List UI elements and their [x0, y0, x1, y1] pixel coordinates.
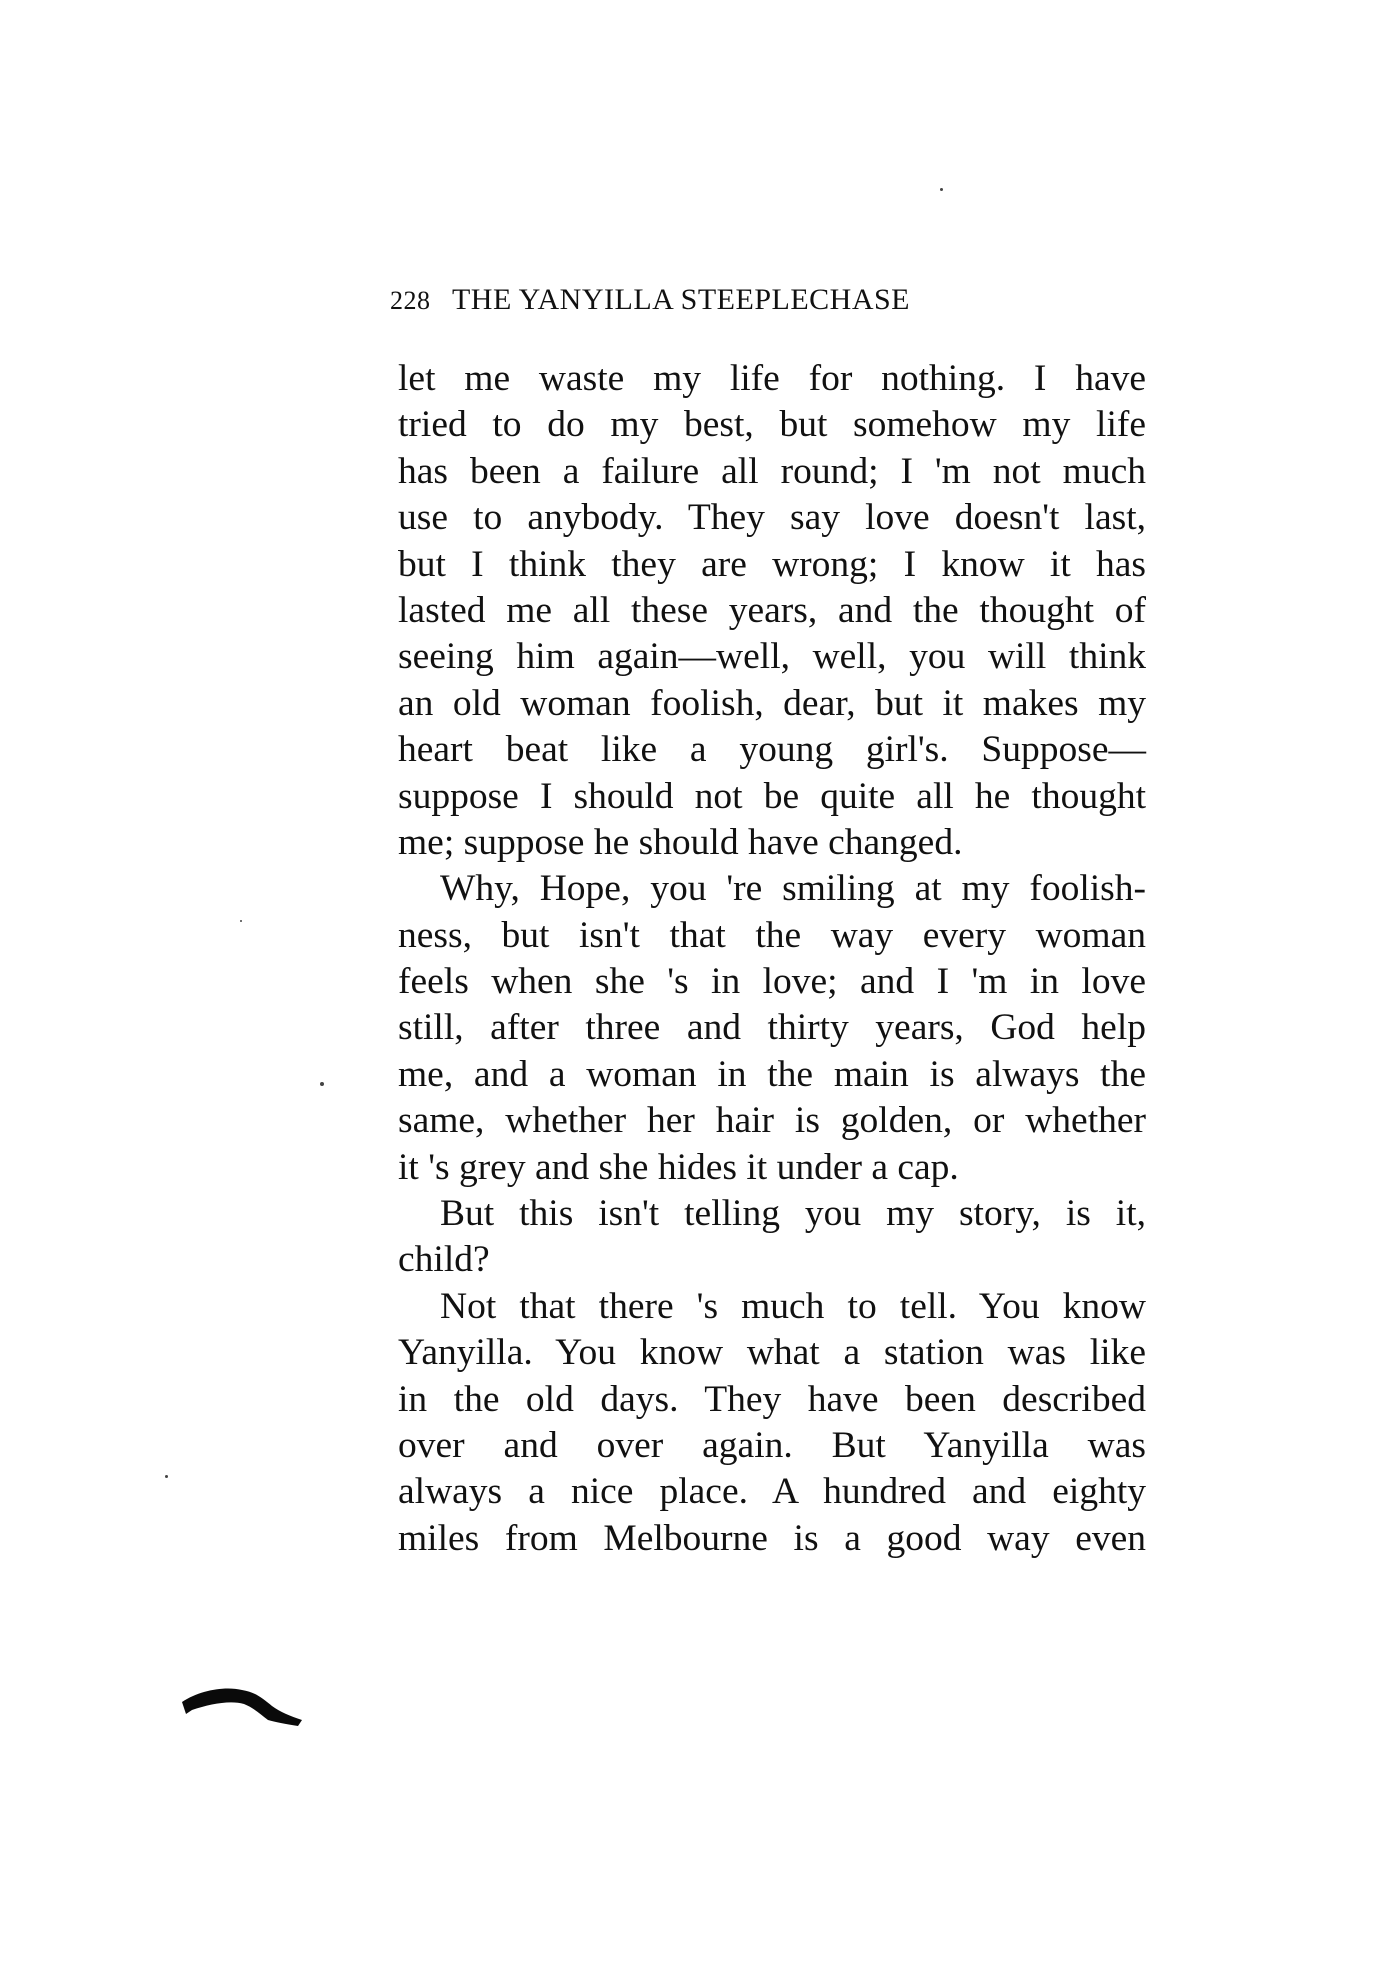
- text-line: same, whether her hair is golden, or whether: [398, 1100, 1146, 1142]
- running-header: [390, 283, 1050, 317]
- text-line: child?: [398, 1239, 490, 1281]
- text-line: let me waste my life for nothing. I have: [398, 358, 1146, 399]
- text-line: always a nice place. A hundred and eighty: [398, 1471, 1146, 1513]
- text-line: but I think they are wrong; I know it has: [398, 543, 1146, 585]
- text-line: me; suppose he should have changed.: [398, 821, 963, 863]
- text-line: ness, but isn't that the way every woman: [398, 914, 1146, 956]
- text-line: has been a failure all round; I 'm not much: [398, 450, 1146, 492]
- text-line: over and over again. But Yanyilla was: [398, 1424, 1146, 1466]
- body-text: [398, 356, 1146, 1562]
- ink-smudge: [180, 1680, 305, 1730]
- scan-speck: [940, 188, 943, 191]
- text-line: me, and a woman in the main is always the: [398, 1053, 1146, 1095]
- text-line: lasted me all these years, and the thought of: [398, 589, 1146, 631]
- scan-speck: [320, 1082, 324, 1086]
- text-line: it 's grey and she hides it under a cap.: [398, 1146, 959, 1188]
- running-title: THE YANYILLA STEEPLECHASE: [451, 283, 911, 316]
- text-line: But this isn't telling you my story, is it,: [440, 1193, 1146, 1235]
- text-line: miles from Melbourne is a good way even: [398, 1517, 1146, 1559]
- text-line: still, after three and thirty years, God help: [398, 1007, 1146, 1049]
- text-line: seeing him again—well, well, you will think: [398, 636, 1146, 678]
- scan-speck: [165, 1475, 168, 1478]
- page-number: 228: [390, 286, 431, 315]
- text-line: Why, Hope, you 're smiling at my foolish-: [440, 868, 1146, 910]
- text-line: tried to do my best, but somehow my life: [398, 404, 1146, 446]
- text-line: in the old days. They have been described: [398, 1378, 1146, 1420]
- text-line: Yanyilla. You know what a station was like: [398, 1332, 1146, 1374]
- text-line: Not that there 's much to tell. You know: [440, 1285, 1146, 1327]
- text-line: feels when she 's in love; and I 'm in love: [398, 961, 1146, 1003]
- text-line: suppose I should not be quite all he thought: [398, 775, 1146, 817]
- text-line: heart beat like a young girl's. Suppose—: [398, 729, 1146, 771]
- text-line: an old woman foolish, dear, but it makes my: [398, 682, 1146, 724]
- text-line: use to anybody. They say love doesn't last,: [398, 497, 1146, 539]
- scan-speck: [240, 920, 242, 922]
